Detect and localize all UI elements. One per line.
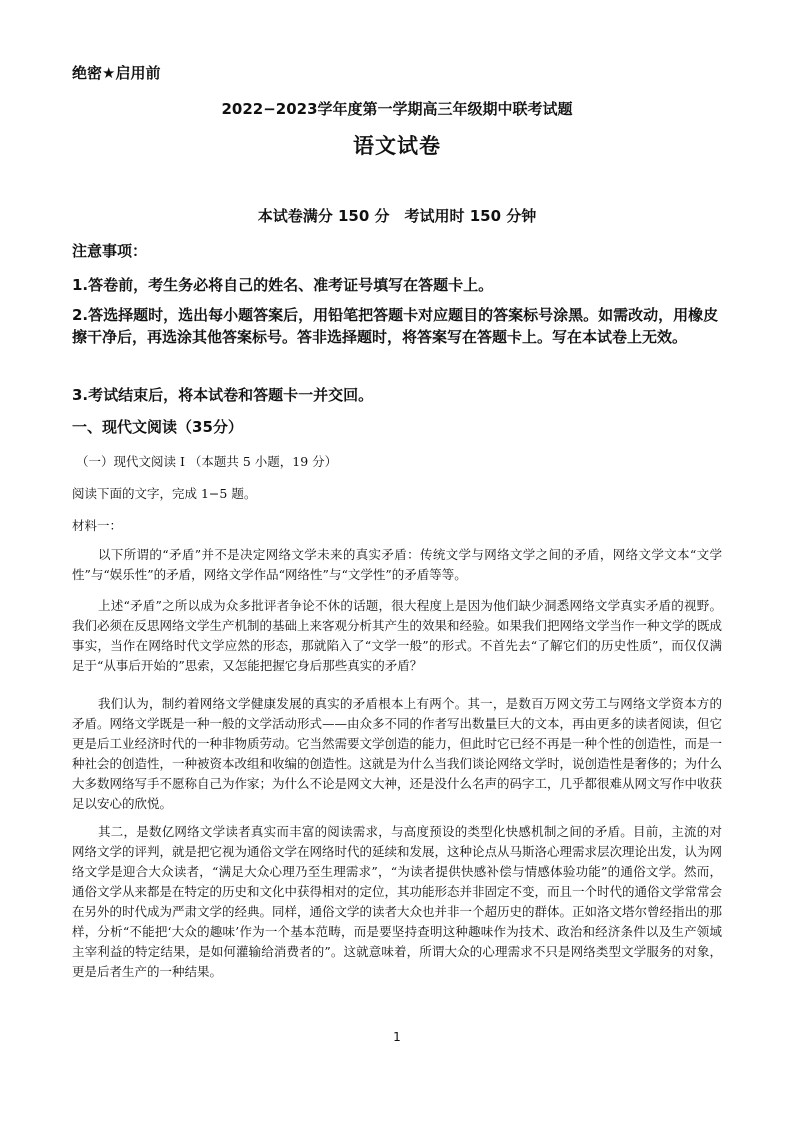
material-paragraph: 我们认为，制约着网络文学健康发展的真实的矛盾根本上有两个。其一，是数百万网文劳工与网络文学资本方的矛盾。网络文学既是一种一般的文学活动形式——由众多不同的作者写出数量巨大的文本，再由更多的读者阅读，但它更是后工业经济时代的一种非物质劳动。它当然需要文学创造的能力，但此时它已经不再是一种个性的创造性，而是一种社会的创造性，一种被资本改组和收编的创造性。这就是为什么当我们谈论网络文学时，说创造性是奢侈的；为什么大多数网络写手不愿称自己为作家；为什么不论是网文大神，还是没什么名声的码字工，几乎都很难从网文写作中收获足以安心的欣悦。 (72, 696, 723, 811)
exam-info: 本试卷满分 150 分 考试用时 150 分钟 (257, 207, 537, 225)
material-paragraph: 其二，是数亿网络文学读者真实而丰富的阅读需求，与高度预设的类型化快感机制之间的矛盾。目前，主流的对网络文学的评判，就是把它视为通俗文学在网络时代的延续和发展，这种论点从马斯洛心理需求层次理论出发，认为网络文学是迎合大众读者，“满足大众心理乃至生理需求”，“为读者提供快感补偿与情感体验功能”的通俗文学。然而，通俗文学从来都是在特定的历史和文化中获得相对的定位，其功能形态并非固定不变，而且一个时代的通俗文学常常会在另外的时代成为严肃文学的经典。同样，通俗文学的读者大众也并非一个超历史的群体。正如洛文塔尔曾经指出的那样，分析“不能把‘大众的趣味’作为一个基本范畴，而是要坚持查明这种趣味作为技术、政治和经济条件以及生产领域主宰利益的特定结果，是如何灌输给消费者的”。这就意味着，所谓大众的心理需求不只是网络类型文学服务的对象，更是后者生产的一种结果。 (72, 824, 723, 979)
reading-instruction: 阅读下面的文字，完成 1−5 题。 (72, 486, 257, 501)
section-heading: 一、现代文阅读（35分） (72, 418, 243, 436)
confidential-label: 绝密★启用前 (72, 64, 161, 82)
notice-item-3: 3.考试结束后，将本试卷和答题卡一并交回。 (72, 386, 374, 404)
material-label: 材料一： (72, 518, 123, 533)
material-paragraph: 以下所谓的“矛盾”并不是决定网络文学未来的真实矛盾：传统文学与网络文学之间的矛盾，网络文学文本“文学性”与“娱乐性”的矛盾，网络文学作品“网络性”与“文学性”的矛盾等等。 (72, 547, 722, 582)
notice-heading: 注意事项： (72, 242, 148, 260)
subject-title: 语文试卷 (353, 134, 441, 158)
notice-item-1: 1.答卷前，考生务必将自己的姓名、准考证号填写在答题卡上。 (72, 276, 494, 294)
page-number: 1 (393, 1030, 401, 1044)
notice-item-2: 2.答选择题时，选出每小题答案后，用铅笔把答题卡对应题目的答案标号涂黑。如需改动，用橡皮擦干净后，再选涂其他答案标号。答非选择题时，将答案写在答题卡上。写在本试卷上无效。 (72, 306, 719, 346)
exam-title: 2022−2023学年度第一学期高三年级期中联考试题 (221, 100, 573, 118)
material-paragraph: 上述“矛盾”之所以成为众多批评者争论不休的话题，很大程度上是因为他们缺少洞悉网络文学真实矛盾的视野。我们必须在反思网络文学生产机制的基础上来客观分析其产生的效果和经验。如果我们把网络文学当作一种文学的既成事实，当作在网络时代文学应然的形态，那就陷入了“文学一般”的形式。不首先去“了解它们的历史性质”，而仅仅满足于“从事后开始的”思索，又怎能把握它身后那些真实的矛盾？ (72, 598, 723, 673)
subsection-heading: （一）现代文阅读 I （本题共 5 小题，19 分） (76, 454, 338, 469)
